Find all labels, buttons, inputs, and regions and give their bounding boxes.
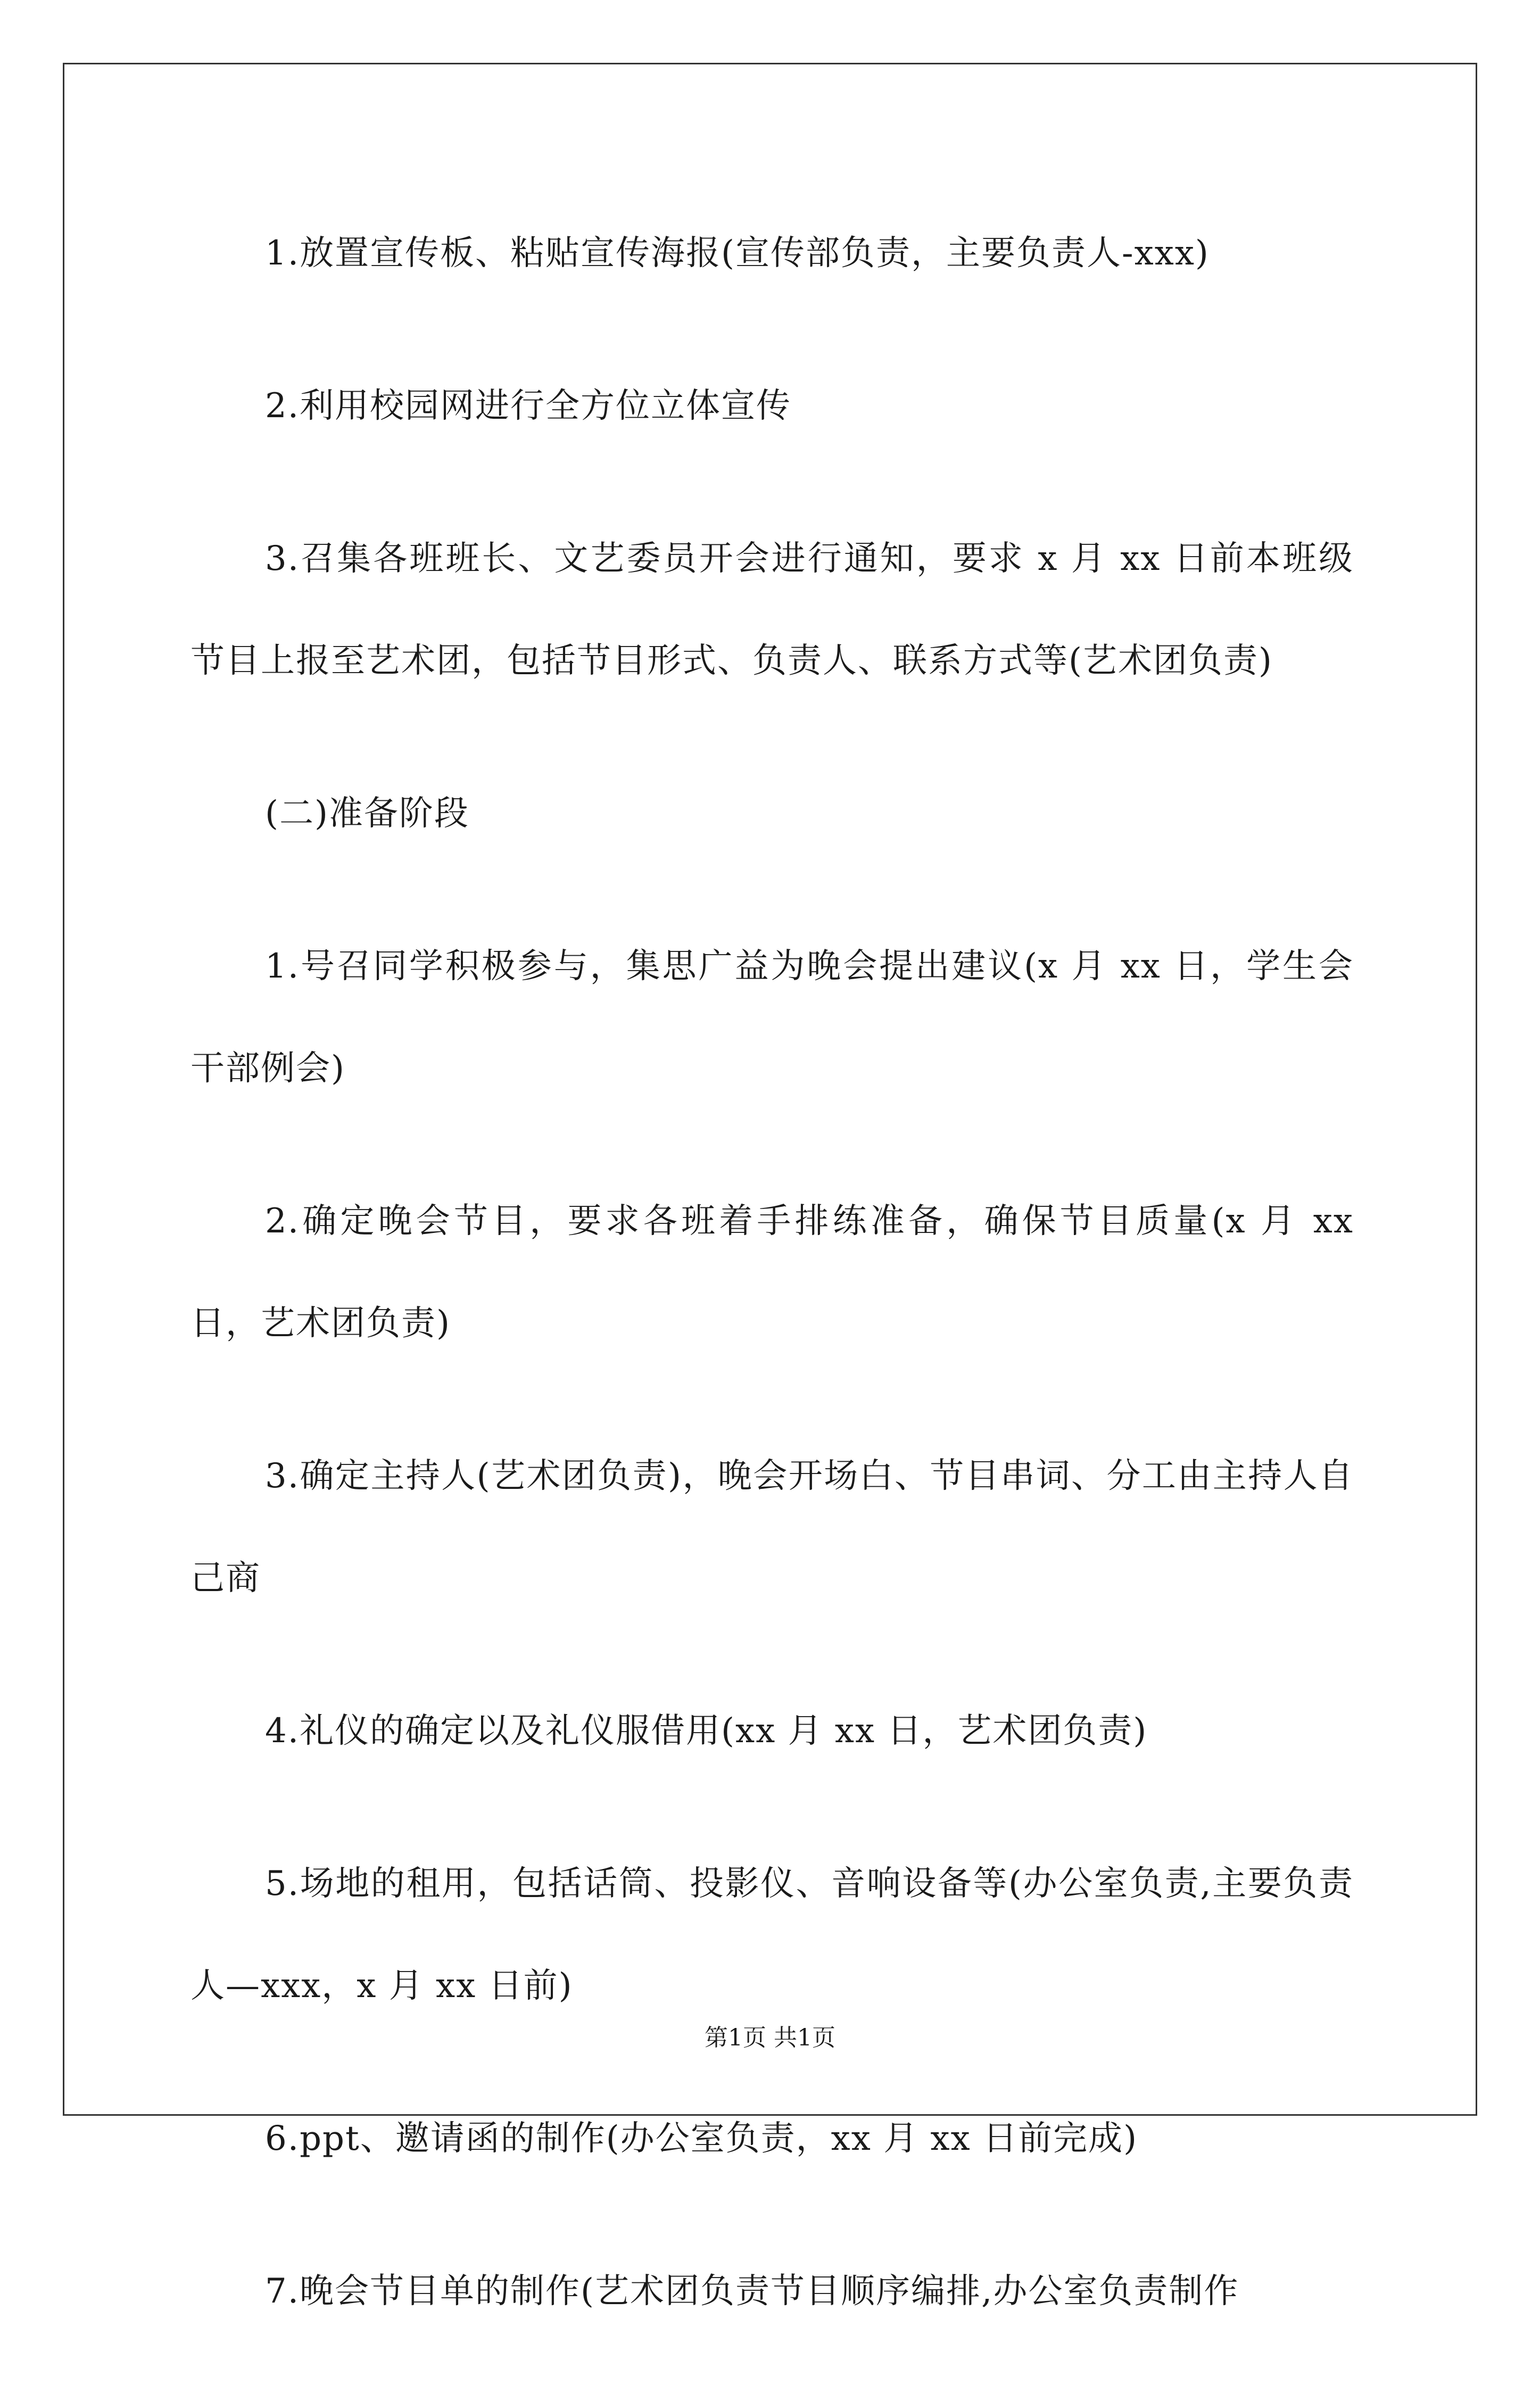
paragraph-program-list: 7.晚会节目单的制作(艺术团负责节目顺序编排,办公室负责制作 <box>265 2272 1239 2311</box>
paragraph-etiquette: 4.礼仪的确定以及礼仪服借用(xx 月 xx 日，艺术团负责) <box>265 1711 1148 1751</box>
paragraph-program-selection: 2.确定晚会节目，要求各班着手排练准备，确保节目质量(x 月 xx 日，艺术团负责) <box>191 1202 1354 1343</box>
paragraph-ppt-invitations: 6.ppt、邀请函的制作(办公室负责，xx 月 xx 日前完成) <box>265 2119 1138 2158</box>
document-body <box>191 202 1354 2393</box>
page-footer: 第1页 共1页 <box>705 2024 835 2051</box>
section-heading-preparation: (二)准备阶段 <box>265 794 469 833</box>
paragraph-publicity-boards: 1.放置宣传板、粘贴宣传海报(宣传部负责，主要负责人-xxx) <box>265 234 1210 273</box>
paragraph-class-meeting: 3.召集各班班长、文艺委员开会进行通知，要求 x 月 xx 日前本班级节目上报至艺术团，包括节目形式、负责人、联系方式等(艺术团负责) <box>191 539 1354 681</box>
paragraph-host-selection: 3.确定主持人(艺术团负责)，晚会开场白、节目串词、分工由主持人自己商 <box>191 1456 1354 1598</box>
paragraph-venue-rental: 5.场地的租用，包括话筒、投影仪、音响设备等(办公室负责,主要负责人—xxx，x 月 xx 日前) <box>191 1864 1354 2006</box>
paragraph-campus-network: 2.利用校园网进行全方位立体宣传 <box>265 386 792 426</box>
paragraph-call-for-ideas: 1.号召同学积极参与，集思广益为晚会提出建议(x 月 xx 日，学生会干部例会) <box>191 947 1354 1088</box>
